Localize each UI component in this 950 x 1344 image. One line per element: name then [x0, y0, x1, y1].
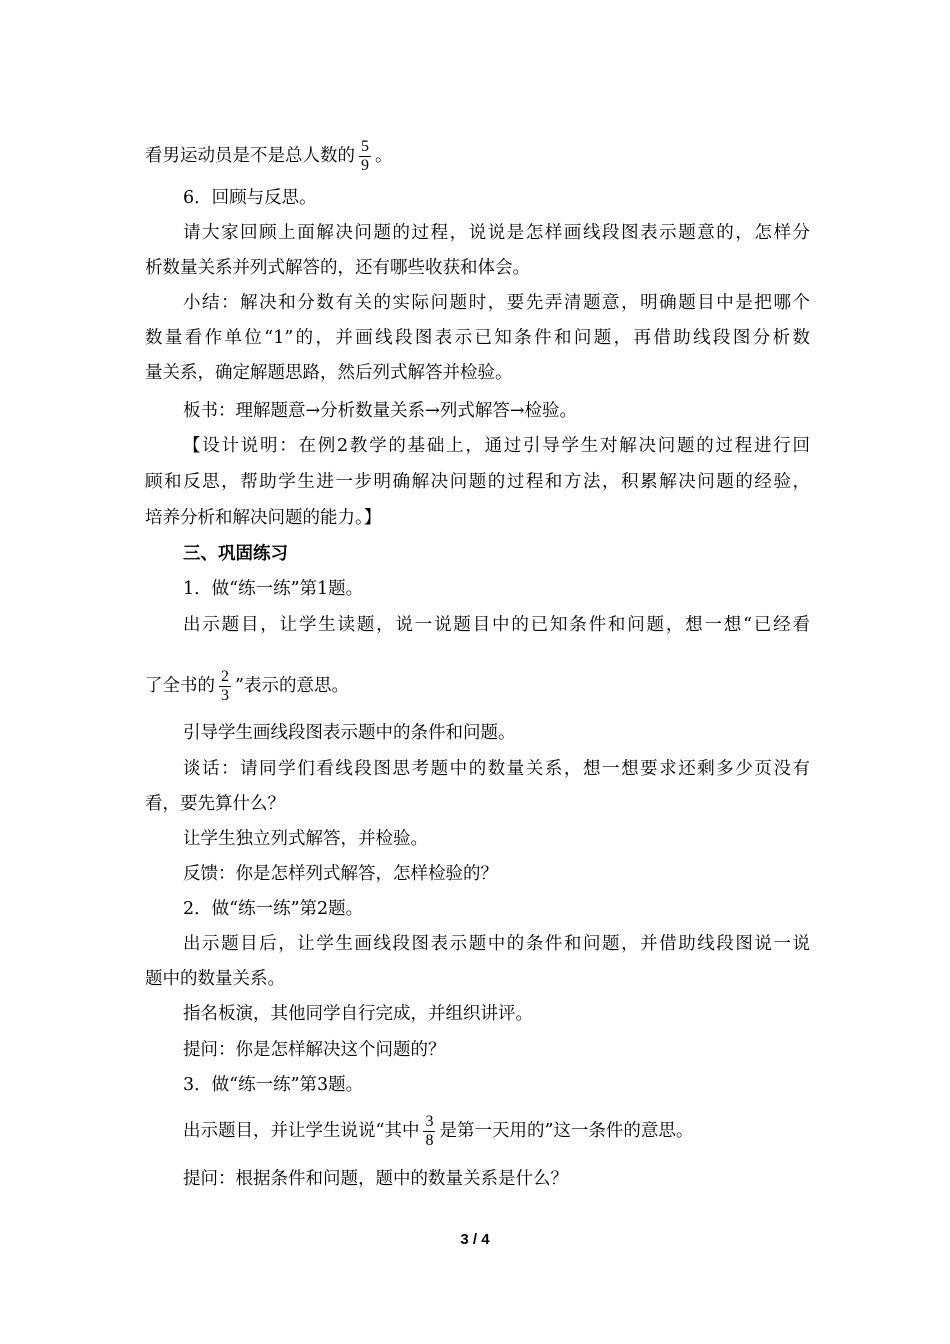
item-heading-6: 6．回顾与反思。: [183, 188, 317, 208]
exercise-heading-3: 3．做“练一练”第3题。: [183, 1075, 364, 1095]
paragraph-line: 指名板演，其他同学自行完成，并组织讲评。: [183, 1004, 533, 1024]
design-note-line: 【设计说明：在例2教学的基础上，通过引导学生对解决问题的过程进行回: [183, 436, 810, 456]
paragraph-line: 题中的数量关系。: [145, 969, 285, 989]
exercise-heading-1: 1．做“练一练”第1题。: [183, 579, 364, 599]
paragraph-line: [145, 136, 810, 176]
page-number: 3 / 4: [460, 1231, 490, 1248]
board-writing: 板书：理解题意→分析数量关系→列式解答→检验。: [183, 401, 577, 421]
paragraph-line: [183, 1111, 810, 1151]
paragraph-line: 看，要先算什么？: [145, 794, 285, 814]
summary-line: 数量看作单位“1”的，并画线段图表示已知条件和问题，再借助线段图分析数: [145, 328, 810, 348]
paragraph-line: 出示题目后，让学生画线段图表示题中的条件和问题，并借助线段图说一说: [183, 934, 810, 954]
fraction-denominator: 3: [221, 687, 229, 704]
fraction-denominator: 8: [425, 1132, 434, 1149]
exercise-heading-2: 2．做“练一练”第2题。: [183, 899, 364, 919]
text-run: 了全书的: [145, 676, 215, 696]
text-run: 出示题目，并让学生说说“其中: [183, 1121, 420, 1141]
fraction-numerator: 3: [425, 1113, 434, 1130]
fraction-numerator: 2: [221, 668, 229, 685]
paragraph-line: [145, 666, 810, 706]
summary-line: 量关系，确定解题思路，然后列式解答并检验。: [145, 363, 513, 383]
text-run: 看男运动员是不是总人数的: [145, 146, 355, 166]
design-note-line: 培养分析和解决问题的能力。】: [145, 508, 382, 528]
fraction-denominator: 9: [361, 157, 369, 174]
paragraph-line: 谈话：请同学们看线段图思考题中的数量关系，想一想要求还剩多少页没有: [183, 759, 810, 779]
fraction-2-3: [219, 668, 231, 705]
fraction-3-8: [423, 1113, 435, 1150]
paragraph-line: 请大家回顾上面解决问题的过程，说说是怎样画线段图表示题意的，怎样分: [183, 223, 810, 243]
text-run: ”表示的意思。: [235, 676, 349, 696]
fraction-5-9: [359, 138, 371, 175]
paragraph-line: 提问：你是怎样解决这个问题的？: [183, 1040, 446, 1060]
text-run: 是第一天用的”这一条件的意思。: [439, 1121, 694, 1141]
summary-line: 小结：解决和分数有关的实际问题时，要先弄清题意，明确题目中是把哪个: [183, 293, 810, 313]
paragraph-line: 反馈：你是怎样列式解答，怎样检验的？: [183, 864, 498, 884]
paragraph-line: 析数量关系并列式解答的，还有哪些收获和体会。: [145, 258, 530, 278]
section-heading: 三、巩固练习: [183, 544, 288, 564]
text-run: 。: [375, 146, 393, 166]
design-note-line: 顾和反思，帮助学生进一步明确解决问题的过程和方法，积累解决问题的经验，: [145, 472, 810, 492]
paragraph-line: 让学生独立列式解答，并检验。: [183, 829, 428, 849]
paragraph-line: 引导学生画线段图表示题中的条件和问题。: [183, 723, 516, 743]
paragraph-line: 提问：根据条件和问题，题中的数量关系是什么？: [183, 1169, 568, 1189]
fraction-numerator: 5: [361, 138, 369, 155]
paragraph-line: 出示题目，让学生读题，说一说题目中的已知条件和问题，想一想“已经看: [183, 615, 810, 635]
